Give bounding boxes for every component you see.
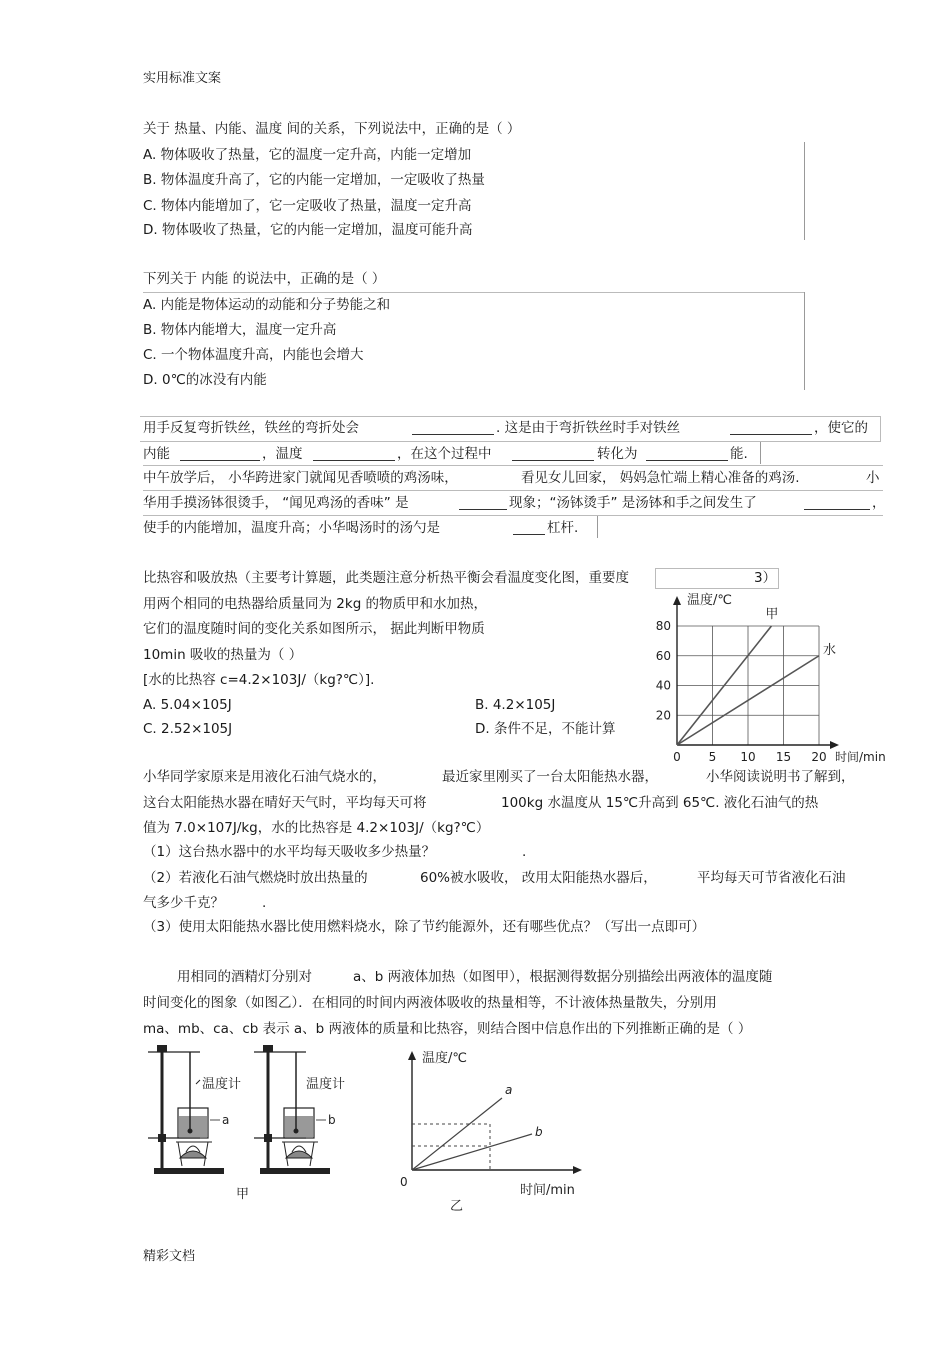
x-axis-arrow bbox=[830, 741, 839, 749]
q6-line-2a: 这台太阳能热水器在晴好天气时，平均每天可将 bbox=[143, 795, 427, 811]
q6-line-1c: 小华阅读说明书了解到， bbox=[706, 769, 855, 785]
yi-x-label: 时间/min bbox=[520, 1183, 575, 1198]
fig-heating-apparatus bbox=[140, 1040, 370, 1210]
chart-labels bbox=[687, 592, 886, 764]
x-axis-title: 时间/min bbox=[835, 750, 886, 764]
q2-top-border bbox=[143, 292, 804, 293]
liquid-a-label: a bbox=[222, 1113, 230, 1127]
q2-option-b: B. 物体内能增大，温度一定升高 bbox=[143, 322, 337, 338]
thermometer-label-1: 温度计 bbox=[202, 1077, 242, 1092]
figure-jia-caption: 甲 bbox=[236, 1187, 250, 1202]
q6-part-3: （3）使用太阳能热水器比使用燃料烧水，除了节约能源外，还有哪些优点？（写出一点即可） bbox=[143, 919, 706, 935]
x-tick-label-10: 10 bbox=[740, 750, 756, 764]
q4-line-1a: 中午放学后， 小华跨进家门就闻见香喷喷的鸡汤味， bbox=[143, 470, 458, 486]
chart-grid bbox=[677, 626, 819, 745]
q5-line-4: [水的比热容 c=4.2×103J/（kg?℃）]. bbox=[143, 672, 375, 688]
apparatus-b bbox=[254, 1045, 330, 1174]
yi-y-arrow bbox=[408, 1051, 416, 1060]
yi-series-a-label: a bbox=[505, 1083, 513, 1097]
apparatus-a bbox=[148, 1045, 224, 1174]
q1-option-d: D. 物体吸收了热量，它的内能一定增加，温度可能升高 bbox=[143, 222, 473, 238]
q4-line-1c: 小 bbox=[866, 470, 880, 486]
q3-line-1c: ，使它的 bbox=[814, 420, 868, 436]
x-tick-label-0: 0 bbox=[673, 750, 681, 764]
q6-part-1: （1）这台热水器中的水平均每天吸收多少热量？ bbox=[143, 844, 436, 860]
q5-option-b: B. 4.2×105J bbox=[475, 697, 556, 713]
series-label-0: 甲 bbox=[765, 607, 779, 622]
q3-line-1b: . 这是由于弯折铁丝时手对铁丝 bbox=[496, 420, 681, 436]
q3-blank-3[interactable] bbox=[180, 446, 260, 461]
q3-line-2d: 转化为 bbox=[597, 446, 638, 462]
q6-line-1b: 最近家里刚买了一台太阳能热水器， bbox=[442, 769, 658, 785]
y-tick-label-60: 60 bbox=[655, 648, 671, 663]
q3-line-2a: 内能 bbox=[143, 446, 170, 462]
q6-part-2c: 平均每天可节省液化石油 bbox=[697, 870, 846, 886]
yi-series-b-line bbox=[412, 1134, 532, 1170]
q6-line-3: 值为 7.0×107J/kg，水的比热容是 4.2×103J/（kg?℃） bbox=[143, 820, 490, 836]
q7-line-2: 时间变化的图象（如图乙）．在相同的时间内两液体吸收的热量相等，不计液体热量散失，分别用 bbox=[143, 995, 717, 1011]
q3-blank-1[interactable] bbox=[412, 420, 494, 435]
y-tick-label-40: 40 bbox=[655, 678, 671, 693]
q4-line-3b: 杠杆. bbox=[547, 520, 579, 536]
q4-line-3a: 使手的内能增加，温度升高；小华喝汤时的汤勺是 bbox=[143, 520, 440, 536]
q4-top-border bbox=[143, 465, 883, 466]
liquid-b-label: b bbox=[328, 1113, 336, 1127]
q3-blank-2[interactable] bbox=[730, 420, 812, 435]
q4-blank-3[interactable] bbox=[513, 520, 545, 535]
x-tick-label-5: 5 bbox=[708, 750, 717, 764]
fig-yi-chart bbox=[390, 1048, 600, 1218]
q2-option-c: C. 一个物体温度升高，内能也会增大 bbox=[143, 347, 364, 363]
q4-bottom-border bbox=[143, 515, 883, 516]
page-footer: 精彩文档 bbox=[143, 1249, 196, 1264]
q1-option-a: A. 物体吸收了热量，它的温度一定升高，内能一定增加 bbox=[143, 147, 472, 163]
chart-axes bbox=[673, 596, 839, 749]
q5-temperature-chart bbox=[655, 588, 895, 768]
q6-part-1-dot: . bbox=[522, 844, 527, 860]
q5-line-3: 10min 吸收的热量为（ ） bbox=[143, 647, 303, 663]
q3-blank-4[interactable] bbox=[313, 446, 395, 461]
q7-line-1b: a、b 两液体加热（如图甲），根据测得数据分别描绘出两液体的温度随 bbox=[353, 969, 773, 985]
q3-line-1a: 用手反复弯折铁丝，铁丝的弯折处会 bbox=[143, 420, 359, 436]
yi-series-b-label: b bbox=[535, 1125, 543, 1139]
y-tick-label-80: 80 bbox=[655, 619, 671, 633]
section-title: 比热容和吸放热（主要考计算题，此类题注意分析热平衡会看温度变化图，重要度 bbox=[143, 570, 629, 586]
q2-option-d: D. 0℃的冰没有内能 bbox=[143, 372, 267, 388]
q3-blank-6[interactable] bbox=[646, 446, 728, 461]
yi-origin-label: 0 bbox=[400, 1175, 408, 1189]
q1-option-b: B. 物体温度升高了，它的内能一定增加，一定吸收了热量 bbox=[143, 172, 485, 188]
q6-line-1a: 小华同学家原来是用液化石油气烧水的， bbox=[143, 769, 386, 785]
q5-option-a: A. 5.04×105J bbox=[143, 697, 232, 713]
section-box bbox=[655, 568, 779, 589]
yi-x-arrow bbox=[573, 1166, 582, 1174]
section-level: 3） bbox=[754, 570, 777, 586]
yi-series-a-line bbox=[412, 1098, 502, 1170]
q3-line-2b: ，温度 bbox=[262, 446, 303, 462]
q4-mid-border bbox=[143, 490, 883, 491]
q3-blank-5[interactable] bbox=[512, 446, 594, 461]
q4-blank-1[interactable] bbox=[459, 495, 507, 510]
q4-line-2a: 华用手摸汤钵很烫手， “闻见鸡汤的香味” 是 bbox=[143, 495, 409, 511]
q5-line-1: 用两个相同的电热器给质量同为 2kg 的物质甲和水加热， bbox=[143, 596, 488, 612]
thermometer-label-2: 温度计 bbox=[306, 1077, 346, 1092]
figure-yi-caption: 乙 bbox=[450, 1199, 464, 1214]
q1-option-c: C. 物体内能增加了，它一定吸收了热量，温度一定升高 bbox=[143, 198, 472, 214]
q4-line-1b: 看见女儿回家， 妈妈急忙端上精心准备的鸡汤. bbox=[521, 470, 800, 486]
q1-stem: 关于 热量、内能、温度 间的关系，下列说法中，正确的是（ ） bbox=[143, 121, 521, 137]
q3-line-2e: 能. bbox=[730, 446, 748, 462]
q2-border bbox=[804, 292, 805, 390]
q4-line3-border bbox=[597, 516, 598, 538]
x-tick-label-15: 15 bbox=[775, 750, 792, 764]
y-tick-label-20: 20 bbox=[655, 708, 671, 723]
q4-line-2c: ， bbox=[872, 495, 886, 511]
page-header: 实用标准文案 bbox=[143, 71, 222, 86]
q7-line-1a: 用相同的酒精灯分别对 bbox=[177, 969, 312, 985]
q7-line-3: ma、mb、ca、cb 表示 a、b 两液体的质量和比热容，则结合图中信息作出的下列推断正确的是（ ） bbox=[143, 1021, 752, 1037]
x-tick-label-20: 20 bbox=[811, 750, 827, 764]
q5-line-2: 它们的温度随时间的变化关系如图所示， 据此判断甲物质 bbox=[143, 621, 485, 637]
q4-line-2b: 现象；“汤钵烫手” 是汤钵和手之间发生了 bbox=[509, 495, 757, 511]
q2-option-a: A. 内能是物体运动的动能和分子势能之和 bbox=[143, 297, 391, 313]
y-axis-title: 温度/℃ bbox=[687, 593, 732, 608]
q6-part-2a: （2）若液化石油气燃烧时放出热量的 bbox=[143, 870, 368, 886]
q3-line2-border bbox=[760, 442, 761, 464]
q5-option-d: D. 条件不足，不能计算 bbox=[475, 721, 616, 737]
q1-border bbox=[804, 142, 805, 240]
q6-part-2b: 60%被水吸收， 改用太阳能热水器后， bbox=[420, 870, 657, 886]
yi-y-label: 温度/℃ bbox=[422, 1051, 467, 1066]
q6-part-2d: 气多少千克？ bbox=[143, 895, 224, 911]
q6-part-2-dot: . bbox=[262, 895, 267, 911]
series-label-1: 水 bbox=[823, 642, 837, 658]
q5-option-c: C. 2.52×105J bbox=[143, 721, 233, 737]
q4-blank-2[interactable] bbox=[804, 495, 870, 510]
q6-line-2b: 100kg 水温度从 15℃升高到 65℃. 液化石油气的热 bbox=[501, 795, 819, 811]
y-axis-arrow bbox=[673, 596, 681, 605]
q2-stem: 下列关于 内能 的说法中，正确的是（ ） bbox=[143, 271, 386, 287]
q3-line-2c: ，在这个过程中 bbox=[397, 446, 492, 462]
